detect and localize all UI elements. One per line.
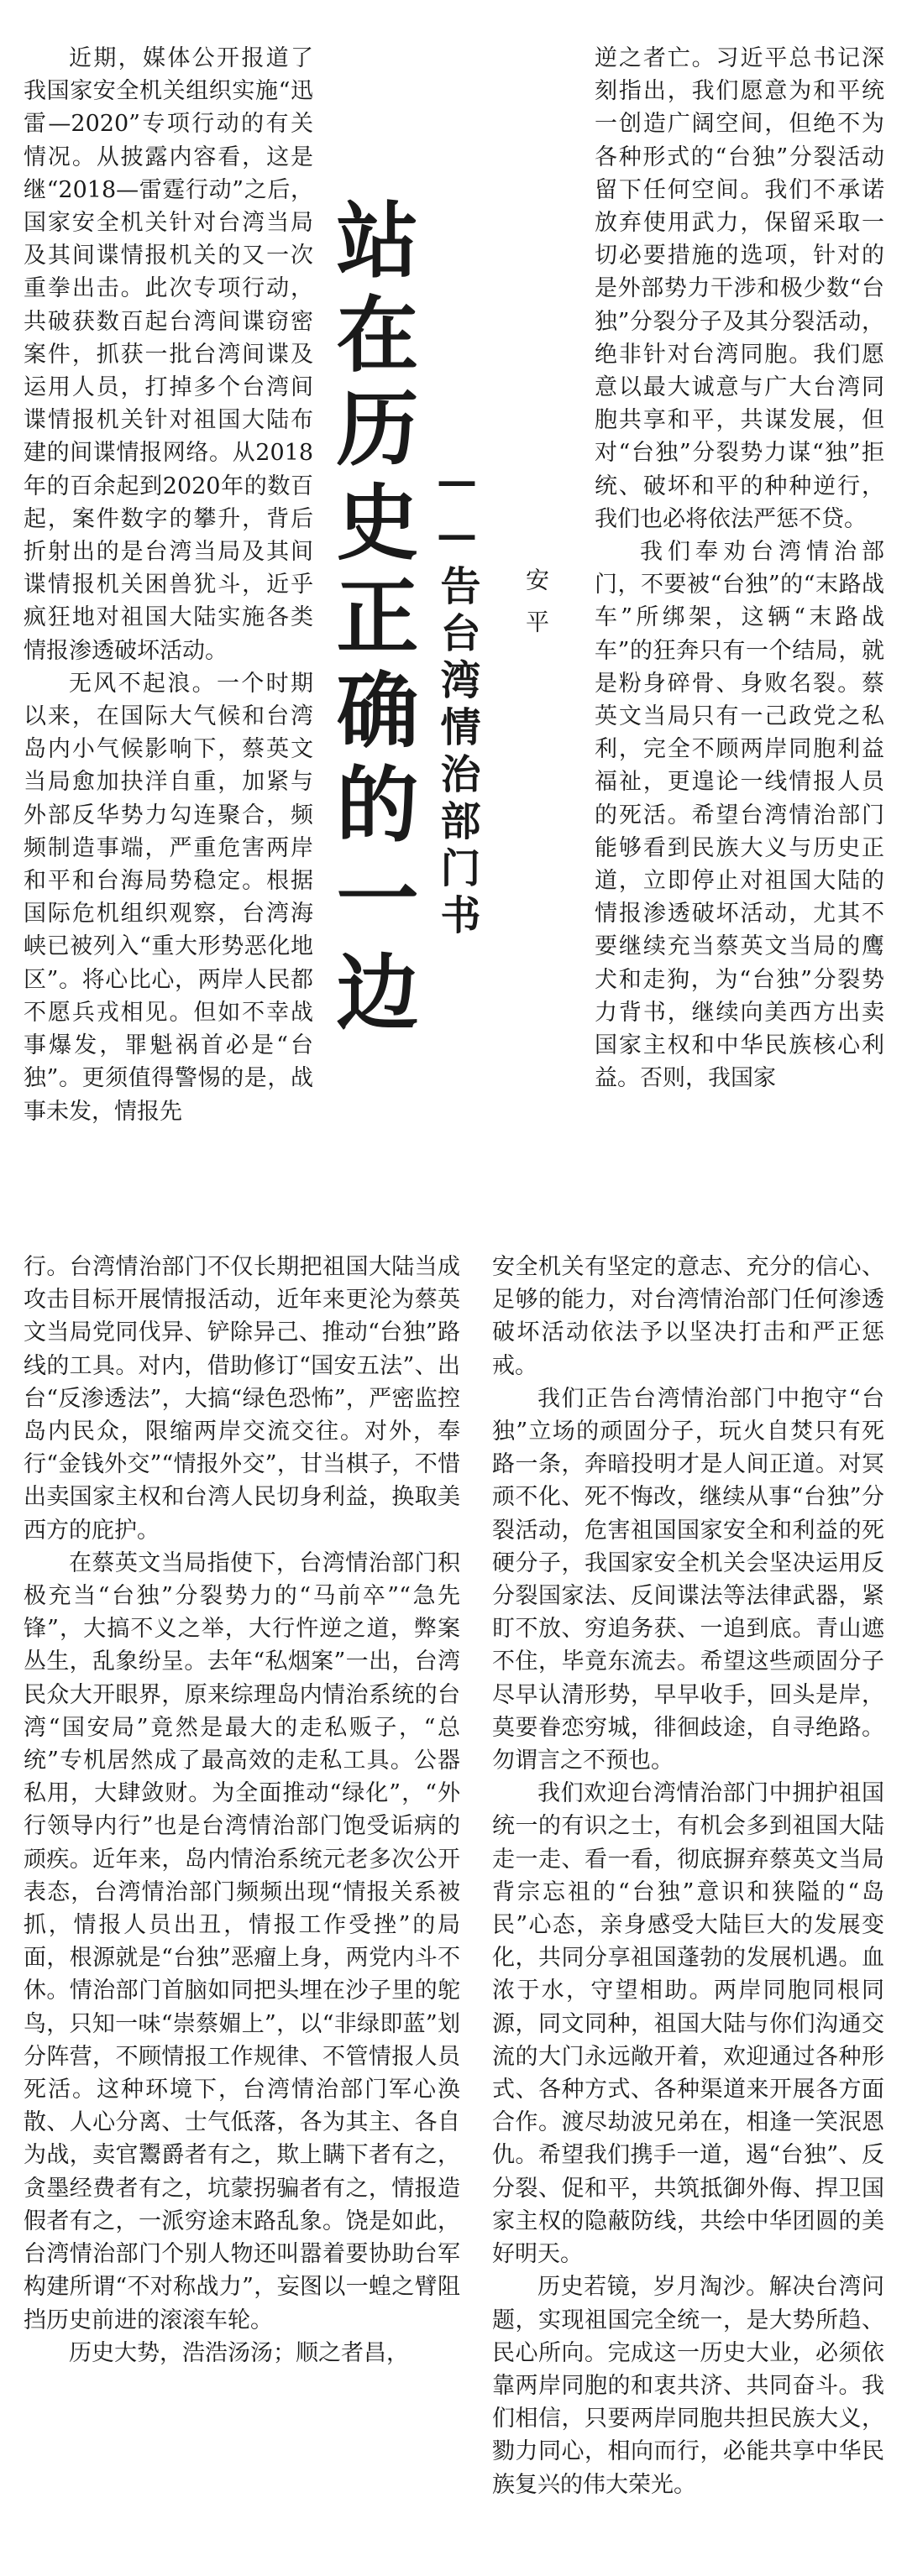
paragraph: 我们欢迎台湾情治部门中拥护祖国统一的有识之士，有机会多到祖国大陆走一走、看一看，彻底摒弃蔡英文当局背宗忘祖的“台独”意识和狭隘的“岛民”心态，亲身感受大陆巨大的发展变化，共同分享祖国蓬勃的发展机遇。血浓于水，守望相助。两岸同胞同根同源，同文同种，祖国大陆与你们沟通交流的大门永远敞开着，欢迎通过各种形式、各种方式、各种渠道来开展各方面合作。渡尽劫波兄弟在，相逢一笑泯恩仇。希望我们携手一道，遏“台独”、反分裂、促和平，共筑抵御外侮、捍卫国家主权的隐蔽防线，共绘中华团圆的美好明天。 <box>492 1780 884 2268</box>
paragraph: 历史若镜，岁月淘沙。解决台湾问题，实现祖国完全统一，是大势所趋、民心所向。完成这一历史大业，必须依靠两岸同胞的和衷共济、共同奋斗。我们相信，只要两岸同胞共担民族大义，勠力同心，相向而行，必能共享中华民族复兴的伟大荣光。 <box>492 2274 884 2498</box>
text-column <box>595 42 884 1095</box>
paragraph: 在蔡英文当局指使下，台湾情治部门积极充当“台独”分裂势力的“马前卒”“急先锋”，大搞不义之举，大行忤逆之道，弊案丛生，乱象纷呈。去年“私烟案”一出，台湾民众大开眼界，原来综理岛内情治系统的台湾“国安局”竟然是最大的走私贩子，“总统”专机居然成了最高效的走私工具。公器私用，大肆敛财。为全面推动“绿化”，“外行领导内行”也是台湾情治部门饱受诟病的顽疾。近年来，岛内情治系统元老多次公开表态，台湾情治部门频频出现“情报关系被抓，情报人员出丑，情报工作受挫”的局面，根源就是“台独”恶瘤上身，两党内斗不休。情治部门首脑如同把头埋在沙子里的鸵鸟，只知一味“崇蔡媚上”，以“非绿即蓝”划分阵营，不顾情报工作规律、不管情报人员死活。这种环境下，台湾情治部门军心涣散、人心分离、士气低落，各为其主、各自为战，卖官鬻爵者有之，欺上瞒下者有之，贪墨经费者有之，坑蒙拐骗者有之，情报造假者有之，一派穷途末路乱象。饶是如此，台湾情治部门个别人物还叫嚣着要协助台军构建所谓“不对称战力”，妄图以一蝗之臂阻挡历史前进的滚滚车轮。 <box>24 1549 460 2333</box>
text-column <box>492 1251 884 2501</box>
article-title: 站在历史正确的一边 <box>322 197 419 1043</box>
paragraph: 安全机关有坚定的意志、充分的信心、足够的能力，对台湾情治部门任何渗透破坏活动依法予以坚决打击和严正惩戒。 <box>492 1254 884 1379</box>
article-subtitle: ——告台湾情治部门书 <box>433 457 480 941</box>
paragraph: 我们正告台湾情治部门中抱守“台独”立场的顽固分子，玩火自焚只有死路一条，奔暗投明才是人间正道。对冥顽不化、死不悔改，继续从事“台独”分裂活动，危害祖国国家安全和利益的死硬分子，我国家安全机关会坚决运用反分裂国家法、反间谍法等法律武器，紧盯不放、穷追务获、一追到底。青山遮不住，毕竟东流去。希望这些顽固分子尽早认清形势，早早收手，回头是岸，莫要眷恋穷城，徘徊歧途，自寻绝路。勿谓言之不预也。 <box>492 1385 884 1774</box>
paragraph: 历史大势，浩浩汤汤；顺之者昌， <box>69 2339 409 2366</box>
text-column <box>24 1251 460 2370</box>
paragraph: 逆之者亡。习近平总书记深刻指出，我们愿意为和平统一创造广阔空间，但绝不为各种形式的“台独”分裂活动留下任何空间。我们不承诺放弃使用武力，保留采取一切必要措施的选项，针对的是外部势力干涉和极少数“台独”分裂分子及其分裂活动，绝非针对台湾同胞。我们愿意以最大诚意与广大台湾同胞共享和平，共谋发展，但对“台独”分裂势力谋“独”拒统、破坏和平的种种逆行，我们也必将依法严惩不贷。 <box>595 45 884 532</box>
paragraph: 我们奉劝台湾情治部门，不要被“台独”的“末路战车”所绑架，这辆“末路战车”的狂奔只有一个结局，就是粉身碎骨、身败名裂。蔡英文当局只有一己政党之私利，完全不顾两岸同胞利益福祉，更遑论一线情报人员的死活。希望台湾情治部门能够看到民族大义与历史正道，立即停止对祖国大陆的情报渗透破坏活动，尤其不要继续充当蔡英文当局的鹰犬和走狗，为“台独”分裂势力背书，继续向美西方出卖国家主权和中华民族核心利益。否则，我国家 <box>595 539 884 1092</box>
text-column <box>24 42 313 1128</box>
article-author: 安平 <box>522 567 550 651</box>
paragraph: 无风不起浪。一个时期以来，在国际大气候和台湾岛内小气候影响下，蔡英文当局愈加抉洋自重，加紧与外部反华势力勾连聚合，频频制造事端，严重危害两岸和平和台海局势稳定。根据国际危机组织观察，台湾海峡已被列入“重大形势恶化地区”。将心比心，两岸人民都不愿兵戎相见。但如不幸战事爆发，罪魁祸首必是“台独”。更须值得警惕的是，战事未发，情报先 <box>24 670 313 1125</box>
paragraph: 行。台湾情治部门不仅长期把祖国大陆当成攻击目标开展情报活动，近年来更沦为蔡英文当局党同伐异、铲除异己、推动“台独”路线的工具。对内，借助修订“国安五法”、出台“反渗透法”，大搞“绿色恐怖”，严密监控岛内民众，限缩两岸交流交往。对外，奉行“金钱外交”“情报外交”，甘当棋子，不惜出卖国家主权和台湾人民切身利益，换取美西方的庇护。 <box>24 1254 460 1544</box>
paragraph: 近期，媒体公开报道了我国家安全机关组织实施“迅雷—2020”专项行动的有关情况。从披露内容看，这是继“2018—雷霆行动”之后，国家安全机关针对台湾当局及其间谍情报机关的又一次重拳出击。此次专项行动，共破获数百起台湾间谍窃密案件，抓获一批台湾间谍及运用人员，打掉多个台湾间谍情报机关针对祖国大陆布建的间谍情报网络。从2018年的百余起到2020年的数百起，案件数字的攀升，背后折射出的是台湾当局及其间谍情报机关困兽犹斗，近乎疯狂地对祖国大陆实施各类情报渗透破坏活动。 <box>24 45 313 664</box>
